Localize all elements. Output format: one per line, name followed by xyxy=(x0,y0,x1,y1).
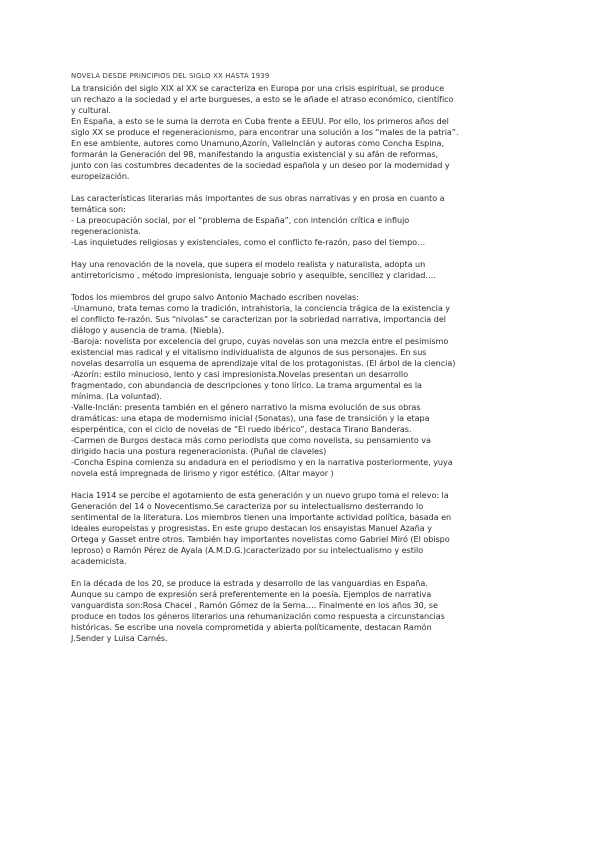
paragraph xyxy=(71,83,529,182)
text-line: europeización. xyxy=(71,171,130,181)
document-title: NOVELA DESDE PRINCIPIOS DEL SIGLO XX HASTA 1939 xyxy=(71,71,270,80)
text-line: Hay una renovación de la novela, que supera el modelo realista y naturalista, adopta un xyxy=(71,259,426,269)
text-line: vanguardista son:Rosa Chacel , Ramón Gómez de la Serna…. Finalmente en los años 30, se xyxy=(71,600,438,610)
text-line: En ese ambiente, autores como Unamuno,Azorín, ValleInclán y autoras como Concha Espina, xyxy=(71,138,444,148)
paragraph xyxy=(71,193,529,248)
text-line: -Unamuno, trata temas como la tradición, intrahistoria, la conciencia trágica de la existencia y xyxy=(71,303,450,313)
text-line: En España, a esto se le suma la derrota en Cuba frente a EEUU. Por ello, los primeros años del xyxy=(71,116,449,126)
text-line: sentimental de la literatura. Los miembros tienen una importante actividad política, basada en xyxy=(71,512,452,522)
text-line: dirigido hacia una postura regeneracionista. (Puñal de claveles) xyxy=(71,446,327,456)
text-line: novelas desarrolla un esquema de aprendizaje vital de los protagonistas. (El árbol de la ciencia) xyxy=(71,358,456,368)
document-body xyxy=(71,83,529,644)
text-line: leproso) o Ramón Pérez de Ayala (A.M.D.G.)caracterizado por su intelectualismo y estilo xyxy=(71,545,424,555)
paragraph-spacer xyxy=(71,281,529,292)
text-line: -Las inquietudes religiosas y existenciales, como el conflicto fe-razón, paso del tiempo… xyxy=(71,237,426,247)
paragraph xyxy=(71,259,529,281)
text-line: - La preocupación social, por el “problema de España”, con intención crítica e influjo xyxy=(71,215,410,225)
text-line: mínima. (La voluntad). xyxy=(71,391,162,401)
text-line: academicista. xyxy=(71,556,127,566)
text-line: existencial mas radical y el vitalismo individualista de algunos de sus personajes. En sus xyxy=(71,347,427,357)
paragraph xyxy=(71,578,529,644)
text-line: -Baroja: novelista por excelencia del grupo, cuyas novelas son una mezcla entre el pesimismo xyxy=(71,336,449,346)
text-line: -Valle-Inclán: presenta también en el género narrativo la misma evolución de sus obras xyxy=(71,402,421,412)
text-line: junto con las costumbres decadentes de la sociedad española y un deseo por la modernidad y xyxy=(71,160,450,170)
text-line: y cultural. xyxy=(71,105,112,115)
text-line: -Azorín: estilo minucioso, lento y casi impresionista.Novelas presentan un desarrollo xyxy=(71,369,409,379)
text-line: Las características literarias más importantes de sus obras narrativas y en prosa en cuanto a xyxy=(71,193,445,203)
text-line: ideales europeístas y progresistas. En este grupo destacan los ensayistas Manuel Azaña y xyxy=(71,523,432,533)
text-line: dramáticas: una etapa de modernismo inicial (Sonatas), una fase de transición y la etapa xyxy=(71,413,430,423)
paragraph-spacer xyxy=(71,248,529,259)
text-line: el conflicto fe-razón. Sus “nivolas” se caracterizan por la sobriedad narrativa, importancia del xyxy=(71,314,446,324)
text-line: produce en todos los géneros literarios una rehumanización como respuesta a circunstancias xyxy=(71,611,445,621)
text-line: formarán la Generación del 98, manifestando la angustia existencial y su afán de reformas, xyxy=(71,149,439,159)
text-line: temática son: xyxy=(71,204,126,214)
text-line: La transición del siglo XIX al XX se caracteriza en Europa por una crisis espiritual, se produce xyxy=(71,83,445,93)
text-line: Aunque su campo de expresión será preferentemente en la poesía. Ejemplos de narrativa xyxy=(71,589,432,599)
document-page xyxy=(71,70,529,644)
text-line: -Carmen de Burgos destaca más como periodista que como novelista, su pensamiento va xyxy=(71,435,431,445)
text-line: Generación del 14 o Novecentismo.Se caracteriza por su intelectualismo desterrando lo xyxy=(71,501,424,511)
text-line: En la década de los 20, se produce la estrada y desarrollo de las vanguardias en España. xyxy=(71,578,428,588)
text-line: un rechazo a la sociedad y el arte burgueses, a esto se le añade el atraso económico, científico xyxy=(71,94,454,104)
paragraph xyxy=(71,292,529,479)
text-line: Ortega y Gasset entre otros. También hay importantes novelistas como Gabriel Miró (El obispo xyxy=(71,534,450,544)
text-line: Hacia 1914 se percibe el agotamiento de esta generación y un nuevo grupo toma el relevo: la xyxy=(71,490,449,500)
text-line: novela está impregnada de lirismo y rigor estético. (Altar mayor ) xyxy=(71,468,334,478)
paragraph-spacer xyxy=(71,182,529,193)
text-line: -Concha Espina comienza su andadura en el periodismo y en la narrativa posteriormente, yuya xyxy=(71,457,453,467)
text-line: esperpéntica, con el ciclo de novelas de “El ruedo ibérico”, destaca Tirano Banderas. xyxy=(71,424,412,434)
text-line: diálogo y ausencia de trama. (Niebla). xyxy=(71,325,224,335)
text-line: antirretoricismo , método impresionista, lenguaje sobrio y asequible, sencillez y claridad…. xyxy=(71,270,436,280)
text-line: J.Sender y Luisa Carnés. xyxy=(71,633,168,643)
text-line: Todos los miembros del grupo salvo Antonio Machado escriben novelas: xyxy=(71,292,359,302)
paragraph-spacer xyxy=(71,479,529,490)
text-line: históricas. Se escribe una novela comprometida y abierta políticamente, destacan Ramón xyxy=(71,622,432,632)
paragraph-spacer xyxy=(71,567,529,578)
text-line: fragmentado, con abundancia de descripciones y tono lírico. La trama argumental es la xyxy=(71,380,422,390)
paragraph xyxy=(71,490,529,567)
text-line: regeneracionista. xyxy=(71,226,141,236)
text-line: siglo XX se produce el regeneracionismo, para encontrar una solución a los “males de la patria”. xyxy=(71,127,459,137)
